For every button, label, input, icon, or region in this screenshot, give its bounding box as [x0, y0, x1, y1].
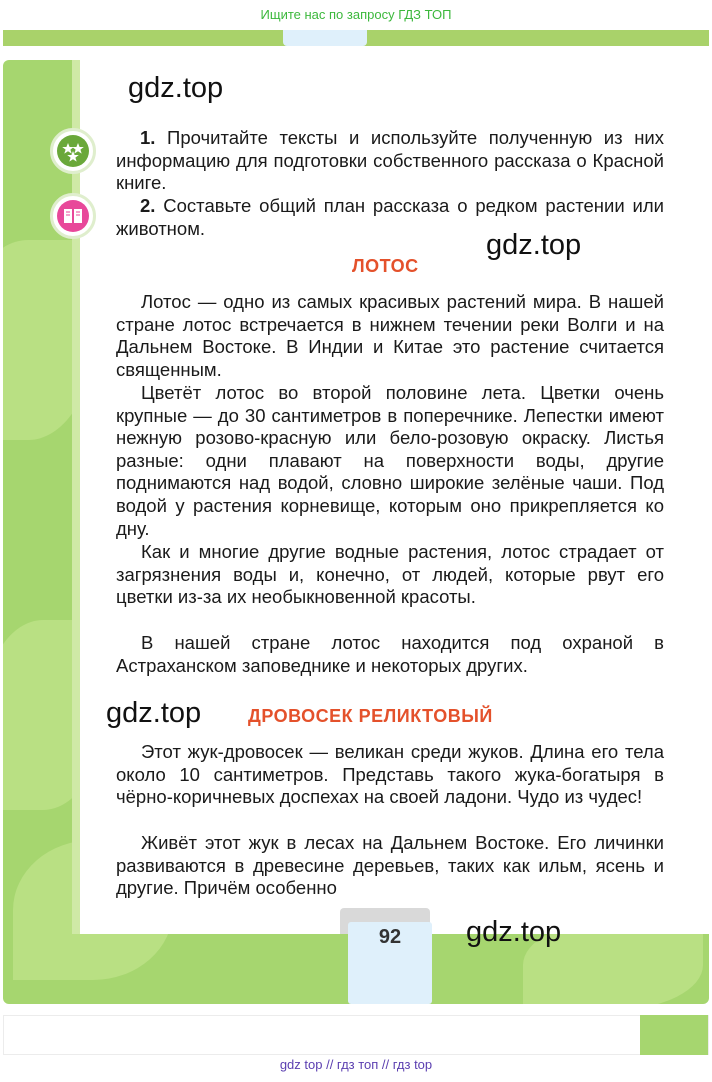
section-title: ЛОТОС	[352, 256, 419, 276]
section-title: ДРОВОСЕК РЕЛИКТОВЫЙ	[248, 706, 493, 726]
task-text: Составьте общий план рассказа о редком растении или животном.	[116, 195, 664, 239]
task-text: Прочитайте тексты и используйте полученную из них информацию для подготовки собственного рассказа о Красной книге.	[116, 127, 665, 193]
task-icon-1	[50, 128, 96, 174]
watermark: gdz.top	[128, 72, 224, 104]
stars-icon	[57, 135, 89, 167]
watermark: gdz.top	[486, 229, 582, 261]
task-number: 2.	[140, 195, 156, 216]
top-strip	[3, 30, 709, 46]
next-page-green	[640, 1015, 708, 1055]
next-page-edge	[3, 1015, 709, 1055]
watermark: gdz.top	[106, 697, 202, 729]
paragraph: Живёт этот жук в лесах на Дальнем Востоке. Его личинки развиваются в древесине деревьев, таких как ильм, ясень и другие. Причём особенно	[116, 832, 664, 899]
top-banner[interactable]: Ищите нас по запросу ГДЗ ТОП	[260, 7, 452, 22]
paragraph: Этот жук-дровосек — великан среди жуков. Длина его тела около 10 сантиметров. Представь такого жука-богатыря в чёрно-коричневых доспехах на своей ладони. Чудо из чудес!	[116, 741, 664, 808]
task-icon-2	[50, 193, 96, 239]
paragraph: В нашей стране лотос находится под охраной в Астраханском заповеднике и некоторых других.	[116, 632, 664, 676]
task-2	[116, 195, 664, 240]
task-number: 1.	[140, 127, 156, 148]
paragraph: Цветёт лотос во второй половине лета. Цветки очень крупные — до 30 сантиметров в поперечнике. Лепестки имеют нежную розово-красную или бело-розовую окраску. Листья разные: одни плавают на поверхности воды, другие поднимаются над водой, словно широкие зелёные чаши. Под водой у растения корневище, которым оно прикрепляется ко дну.	[116, 382, 664, 539]
footer-links[interactable]: gdz top // гдз топ // гдз top	[279, 1057, 433, 1072]
page-number: 92	[378, 926, 402, 948]
task-1	[116, 127, 664, 195]
book-icon	[57, 200, 89, 232]
watermark: gdz.top	[466, 916, 562, 948]
paragraph: Лотос — одно из самых красивых растений мира. В нашей стране лотос встречается в нижнем течении реки Волги и на Дальнем Востоке. В Индии и Китае это растение считается священным.	[116, 291, 664, 380]
top-strip-tab	[283, 30, 367, 46]
paragraph: Как и многие другие водные растения, лотос страдает от загрязнения воды и, конечно, от людей, которые рвут его цветки из-за их необыкновенной красоты.	[116, 541, 664, 608]
